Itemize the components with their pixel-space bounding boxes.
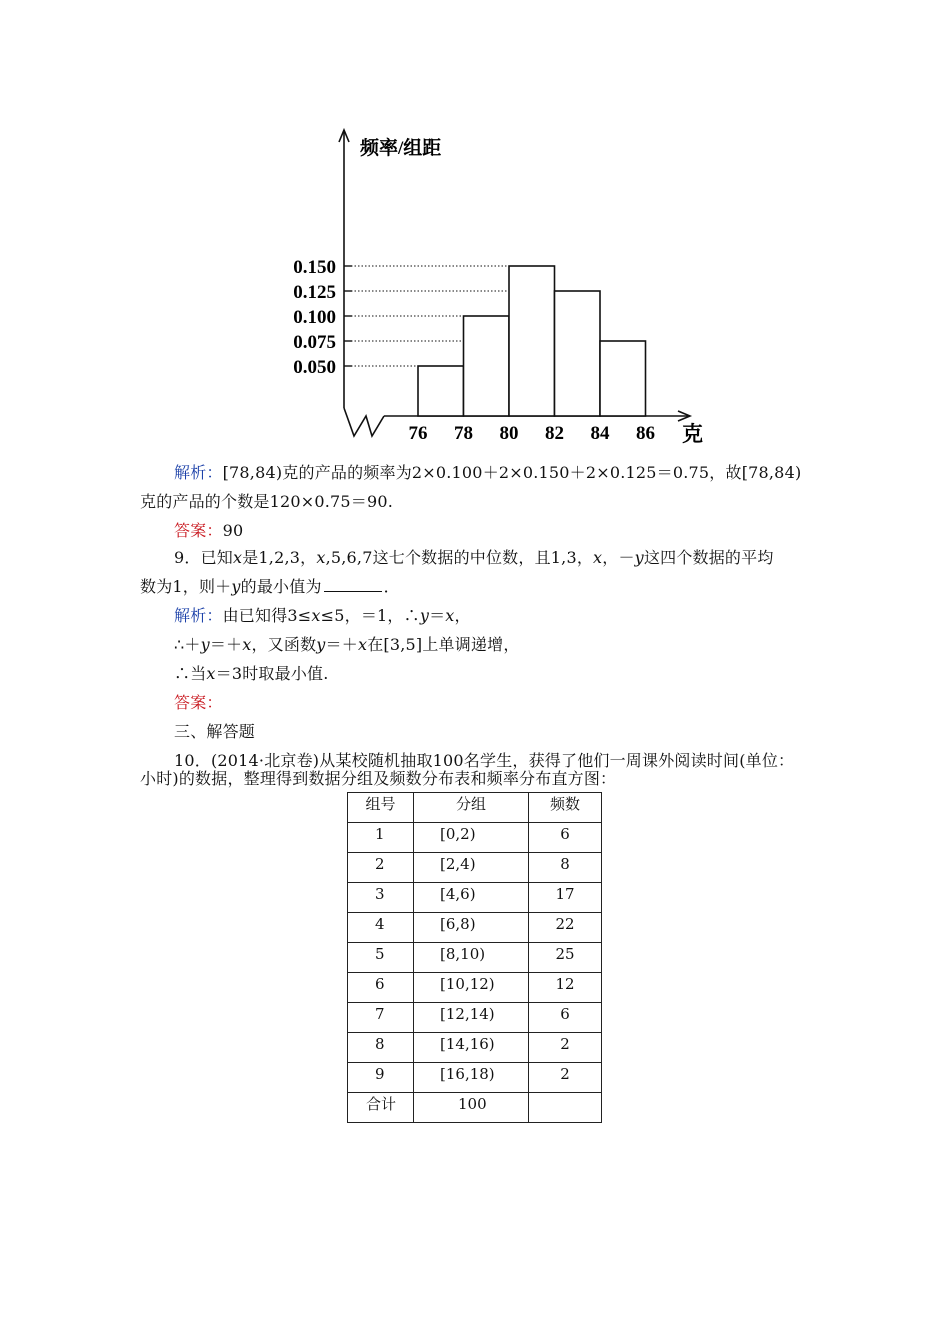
q9-solution-text: ＝＋ — [209, 635, 243, 654]
table-cell: [12,14) — [414, 1003, 529, 1033]
table-row — [348, 943, 602, 973]
table-cell: [6,8) — [414, 913, 529, 943]
var-y: y — [419, 606, 430, 625]
y-tick-label: 0.100 — [293, 307, 336, 328]
q8-solution-line2 — [140, 487, 820, 516]
table-row — [348, 1003, 602, 1033]
q8-solution-text-cont: 克的产品的个数是120×0.75＝90. — [140, 492, 394, 511]
table-header-cell: 分组 — [414, 793, 529, 823]
table-cell: 6 — [529, 1003, 602, 1033]
table-row — [348, 883, 602, 913]
table-cell: [4,6) — [414, 883, 529, 913]
x-tick-label: 84 — [590, 423, 610, 444]
q9-solution-text: ，又函数 — [251, 635, 317, 654]
table-cell: 25 — [529, 943, 602, 973]
q9-solution-text: ≤5，＝1，∴ — [320, 606, 420, 625]
table-cell: 2 — [529, 1063, 602, 1093]
table-cell: 100 — [414, 1093, 529, 1123]
x-tick-label: 82 — [545, 423, 564, 444]
table-cell: 9 — [348, 1063, 414, 1093]
q9-solution-line1 — [140, 601, 854, 630]
q9-solution-text: ＝3时取最小值. — [215, 664, 329, 683]
x-tick-label: 76 — [408, 423, 428, 444]
table-row — [348, 1033, 602, 1063]
table-cell: 2 — [529, 1033, 602, 1063]
table-cell: [16,18) — [414, 1063, 529, 1093]
var-x: x — [206, 664, 216, 683]
table-cell: 6 — [529, 823, 602, 853]
section-title: 三、解答题 — [174, 722, 256, 741]
x-tick-label: 80 — [499, 423, 519, 444]
histogram-y-ticks — [293, 257, 352, 378]
frequency-histogram — [280, 118, 720, 453]
histogram-bar — [418, 366, 464, 416]
table-header-row — [348, 793, 602, 823]
q9-answer — [140, 688, 854, 717]
q9-text: 的最小值为 — [240, 577, 322, 596]
table-cell: [10,12) — [414, 973, 529, 1003]
table-cell: 7 — [348, 1003, 414, 1033]
table-cell — [529, 1093, 602, 1123]
table-cell: 22 — [529, 913, 602, 943]
var-x: x — [316, 548, 326, 567]
table-cell: 17 — [529, 883, 602, 913]
frequency-table — [347, 792, 602, 1123]
histogram-bar — [555, 291, 601, 416]
table-cell: 8 — [348, 1033, 414, 1063]
q9-text: ,5,6,7这七个数据的中位数，且1,3， — [325, 548, 594, 567]
q9-solution-text: ， — [454, 606, 471, 625]
q9-text: 数为1，则＋ — [140, 577, 232, 596]
q8-answer — [140, 516, 854, 545]
answer-label: 答案： — [174, 693, 223, 712]
q9-text: 是1,2,3， — [242, 548, 317, 567]
q10-text: 小时)的数据，整理得到数据分组及频数分布表和频率分布直方图： — [140, 769, 617, 788]
table-header-cell: 组号 — [348, 793, 414, 823]
y-tick-label: 0.150 — [293, 257, 336, 278]
answer-label: 答案： — [174, 521, 223, 540]
histogram-y-axis-label: 频率/组距 — [360, 138, 442, 159]
table-cell: [0,2) — [414, 823, 529, 853]
table-row — [348, 853, 602, 883]
q9-solution-line2 — [140, 630, 854, 659]
solution-label: 解析： — [174, 463, 223, 482]
var-y: y — [316, 635, 326, 654]
var-x: x — [242, 635, 252, 654]
section-heading — [140, 717, 854, 746]
table-row — [348, 973, 602, 1003]
y-tick-label: 0.075 — [293, 332, 336, 353]
var-x: x — [232, 548, 243, 567]
q9-question-line1 — [140, 543, 854, 572]
q9-solution-text: ∴＋ — [174, 635, 201, 654]
table-total-row — [348, 1093, 602, 1123]
histogram-bar — [600, 341, 646, 416]
q9-text: 9．已知 — [174, 548, 233, 567]
table-cell: 合计 — [348, 1093, 414, 1123]
table-row — [348, 823, 602, 853]
q9-solution-text: ∴当 — [174, 664, 207, 683]
q9-solution-text: 由已知得3≤ — [222, 606, 312, 625]
table-cell: 1 — [348, 823, 414, 853]
var-y: y — [634, 548, 644, 567]
y-tick-label: 0.050 — [293, 357, 336, 378]
var-y: y — [231, 577, 241, 596]
q8-answer-value: 90 — [222, 521, 244, 540]
histogram-bar — [509, 266, 555, 416]
table-row — [348, 1063, 602, 1093]
histogram-bar — [464, 316, 510, 416]
q9-solution-line3 — [140, 659, 854, 688]
q9-text: ，－ — [602, 548, 635, 567]
q9-solution-text: ＝＋ — [325, 635, 358, 654]
table-cell: [14,16) — [414, 1033, 529, 1063]
histogram-bars — [418, 266, 646, 416]
solution-label: 解析： — [174, 606, 223, 625]
q9-text: 这四个数据的平均 — [643, 548, 774, 567]
x-tick-label: 78 — [454, 423, 473, 444]
table-cell: 6 — [348, 973, 414, 1003]
var-y: y — [200, 635, 210, 654]
axis-break — [344, 408, 384, 436]
q9-solution-text: 在[3,5]上单调递增， — [367, 635, 520, 654]
y-tick-label: 0.125 — [293, 282, 336, 303]
var-x: x — [311, 606, 321, 625]
var-x: x — [445, 606, 455, 625]
q9-text: ． — [383, 577, 400, 596]
table-cell: 12 — [529, 973, 602, 1003]
table-header-cell: 频数 — [529, 793, 602, 823]
q10-line2 — [140, 764, 820, 793]
table-cell: 4 — [348, 913, 414, 943]
q9-question-line2 — [140, 572, 820, 601]
q9-solution-text: ＝ — [429, 606, 446, 625]
table-cell: [8,10) — [414, 943, 529, 973]
table-cell: 5 — [348, 943, 414, 973]
var-x: x — [593, 548, 603, 567]
table-cell: 2 — [348, 853, 414, 883]
q8-solution-text: [78,84)克的产品的频率为2×0.100＋2×0.150＋2×0.125＝0.75，故[78,84) — [222, 463, 802, 482]
table-cell: 8 — [529, 853, 602, 883]
table-cell: 3 — [348, 883, 414, 913]
histogram-x-axis-label: 克 — [682, 422, 703, 446]
table-cell: [2,4) — [414, 853, 529, 883]
answer-blank — [324, 575, 382, 592]
x-tick-label: 86 — [636, 423, 655, 444]
histogram-x-ticks — [409, 423, 656, 444]
q8-solution-line1 — [140, 458, 854, 487]
var-x: x — [357, 635, 368, 654]
table-row — [348, 913, 602, 943]
q10-text: 10．(2014·北京卷)从某校随机抽取100名学生，获得了他们一周课外阅读时间(单位： — [174, 751, 795, 770]
